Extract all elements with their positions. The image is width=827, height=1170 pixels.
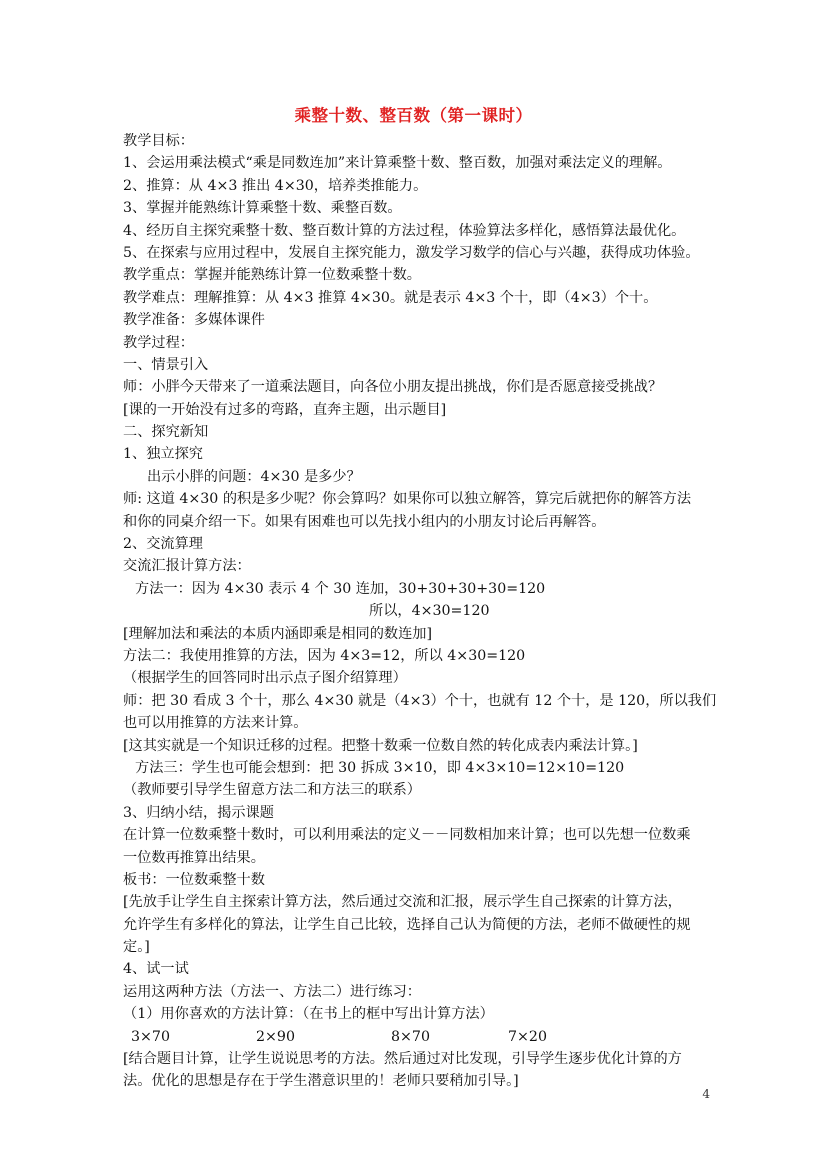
exercise-instruction: （1）用你喜欢的方法计算：（在书上的框中写出计算方法） bbox=[123, 1006, 494, 1023]
subsection-heading: 3、归纳小结，揭示课题 bbox=[123, 804, 274, 821]
document-title: 乘整十数、整百数（第一课时） bbox=[294, 106, 533, 125]
annotation-line: [这其实就是一个知识迁移的过程。把整十数乘一位数自然的转化成表内乘法计算。] bbox=[123, 737, 638, 754]
paragraph-line: 也可以用推算的方法来计算。 bbox=[123, 715, 308, 732]
paragraph-line: 在计算一位数乘整十数时，可以利用乘法的定义－－同数相加来计算；也可以先想一位数乘 bbox=[123, 827, 691, 844]
exercise-item: 2×90 bbox=[256, 1028, 295, 1045]
teaching-preparation: 教学准备：多媒体课件 bbox=[123, 312, 265, 329]
exercise-item: 3×70 bbox=[131, 1028, 170, 1045]
subsection-heading: 2、交流算理 bbox=[123, 536, 203, 553]
teaching-focus: 教学重点：掌握并能熟练计算一位数乘整十数。 bbox=[123, 267, 421, 284]
blackboard-writing: 板书：一位数乘整十数 bbox=[123, 871, 265, 888]
annotation-line: [结合题目计算，让学生说说思考的方法。然后通过对比发现，引导学生逐步优化计算的方 bbox=[123, 1051, 682, 1068]
objective-2: 2、推算：从 4×3 推出 4×30，培养类推能力。 bbox=[123, 177, 428, 194]
section-heading-process: 教学过程： bbox=[123, 334, 194, 351]
method-1: 方法一：因为 4×30 表示 4 个 30 连加，30+30+30+30=120 bbox=[135, 580, 546, 597]
paragraph-line: （根据学生的回答同时出示点子图介绍算理） bbox=[123, 670, 407, 687]
method-2: 方法二：我使用推算的方法，因为 4×3=12，所以 4×30=120 bbox=[123, 647, 526, 664]
paragraph-line: 交流汇报计算方法： bbox=[123, 558, 251, 575]
annotation-line: 法。优化的思想是存在于学生潜意识里的！老师只要稍加引导。] bbox=[123, 1073, 519, 1090]
exercise-row bbox=[123, 1026, 708, 1048]
annotation-line: [先放手让学生自主探索计算方法，然后通过交流和汇报，展示学生自己探索的计算方法， bbox=[123, 894, 682, 911]
part-1-heading: 一、情景引入 bbox=[123, 356, 209, 373]
paragraph-line: 和你的同桌介绍一下。如果有困难也可以先找小组内的小朋友讨论后再解答。 bbox=[123, 513, 606, 530]
document-body bbox=[123, 130, 717, 1093]
subsection-heading: 1、独立探究 bbox=[123, 446, 203, 463]
exercise-item: 8×70 bbox=[391, 1028, 430, 1045]
subsection-heading: 4、试一试 bbox=[123, 961, 189, 978]
objective-3: 3、掌握并能熟练计算乘整十数、乘整百数。 bbox=[123, 200, 402, 217]
exercise-item: 7×20 bbox=[508, 1028, 547, 1045]
method-1-result: 所以，4×30=120 bbox=[369, 603, 490, 620]
section-heading-objectives: 教学目标： bbox=[123, 133, 194, 149]
annotation-line: [课的一开始没有过多的弯路，直奔主题，出示题目] bbox=[123, 401, 447, 418]
annotation-line: [理解加法和乘法的本质内涵即乘是相同的数连加] bbox=[123, 625, 433, 642]
paragraph-line: 师: 这道 4×30 的积是多少呢？你会算吗？如果你可以独立解答，算完后就把你的解答方法 bbox=[123, 491, 692, 508]
objective-4: 4、经历自主探究乘整十数、整百数计算的方法过程，体验算法多样化，感悟算法最优化。 bbox=[123, 222, 686, 239]
annotation-line: 允许学生有多样化的算法，让学生自己比较，选择自己认为简便的方法，老师不做硬性的规 bbox=[123, 916, 691, 933]
annotation-line: 定。] bbox=[123, 939, 150, 956]
teaching-difficulty: 教学难点：理解推算：从 4×3 推算 4×30。就是表示 4×3 个十，即（4×3）个十。 bbox=[123, 289, 658, 306]
problem-statement: 出示小胖的问题：4×30 是多少？ bbox=[147, 468, 361, 485]
method-3: 方法三：学生也可能会想到：把 30 拆成 3×10，即 4×3×10=12×10=120 bbox=[135, 759, 625, 776]
paragraph-line: 运用这两种方法（方法一、方法二）进行练习： bbox=[123, 983, 421, 1000]
paragraph-line: （教师要引导学生留意方法二和方法三的联系） bbox=[123, 782, 421, 799]
paragraph-line: 一位数再推算出结果。 bbox=[123, 849, 265, 866]
objective-5: 5、在探索与应用过程中，发展自主探究能力，激发学习数学的信心与兴趣，获得成功体验。 bbox=[123, 244, 700, 261]
part-2-heading: 二、探究新知 bbox=[123, 424, 209, 441]
objective-1: 1、会运用乘法模式“乘是同数连加”来计算乘整十数、整百数，加强对乘法定义的理解。 bbox=[123, 155, 672, 172]
paragraph-line: 师：把 30 看成 3 个十，那么 4×30 就是（4×3）个十，也就有 12 个十，是 120，所以我们 bbox=[123, 692, 717, 709]
paragraph-line: 师：小胖今天带来了一道乘法题目，向各位小朋友提出挑战，你们是否愿意接受挑战？ bbox=[123, 379, 663, 396]
page-number: 4 bbox=[702, 1087, 710, 1101]
